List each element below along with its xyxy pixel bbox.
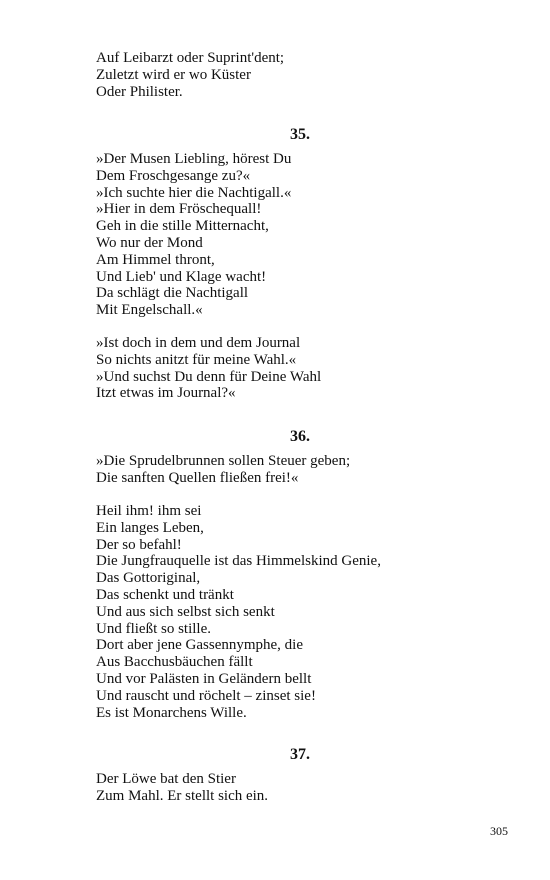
intro-stanza xyxy=(96,50,516,100)
stanza xyxy=(96,453,516,487)
stanza xyxy=(96,503,516,721)
stanza xyxy=(96,771,516,805)
poem-line: »Und suchst Du denn für Deine Wahl xyxy=(96,368,322,385)
stanza xyxy=(96,151,516,319)
poem-line: Oder Philister. xyxy=(96,83,183,100)
page-number: 305 xyxy=(490,824,508,838)
poem-line: Und Lieb' und Klage wacht! xyxy=(96,268,267,285)
poem-line: Auf Leibarzt oder Suprint'dent; xyxy=(96,50,285,66)
poem-line: Geh in die stille Mitternacht, xyxy=(96,218,269,235)
poem-line: »Die Sprudelbrunnen sollen Steuer geben; xyxy=(96,453,351,469)
poem-line: »Hier in dem Fröschequall! xyxy=(96,201,262,218)
poem-line: Am Himmel thront, xyxy=(96,251,215,268)
poem-line: Und fließt so stille. xyxy=(96,620,211,637)
poem-line: »Ich suchte hier die Nachtigall.« xyxy=(96,184,292,201)
poem-line: Die Jungfrauquelle ist das Himmelskind Genie, xyxy=(96,553,381,570)
poem-line: Itzt etwas im Journal?« xyxy=(96,385,236,402)
section-heading: 37. xyxy=(290,746,310,763)
poem-line: Es ist Monarchens Wille. xyxy=(96,704,247,721)
poem-line: Da schlägt die Nachtigall xyxy=(96,285,249,302)
poem-line: Ein langes Leben, xyxy=(96,519,204,536)
poem-line: Und vor Palästen in Geländern bellt xyxy=(96,670,312,687)
poem-line: Das Gottoriginal, xyxy=(96,570,201,587)
poem-line: Zum Mahl. Er stellt sich ein. xyxy=(96,787,269,804)
poem-line: Dort aber jene Gassennymphe, die xyxy=(96,637,304,654)
section-heading: 36. xyxy=(290,428,310,445)
poem-line: Der so befahl! xyxy=(96,536,182,553)
poem-line: Mit Engelschall.« xyxy=(96,302,203,319)
poem-line: Wo nur der Mond xyxy=(96,234,203,251)
poem-line: Zuletzt wird er wo Küster xyxy=(96,66,251,83)
poem-line: Das schenkt und tränkt xyxy=(96,586,234,603)
poem-line: Und aus sich selbst sich senkt xyxy=(96,603,275,620)
poem-line: Der Löwe bat den Stier xyxy=(96,771,236,787)
poem-line: Aus Bacchusbäuchen fällt xyxy=(96,654,253,671)
poem-line: Heil ihm! ihm sei xyxy=(96,503,202,519)
section-heading: 35. xyxy=(290,126,310,143)
poem-line: »Der Musen Liebling, hörest Du xyxy=(96,151,292,167)
poem-line: Dem Froschgesange zu?« xyxy=(96,167,251,184)
poem-line: So nichts anitzt für meine Wahl.« xyxy=(96,351,297,368)
poem-line: Die sanften Quellen fließen frei!« xyxy=(96,469,299,486)
poem-line: »Ist doch in dem und dem Journal xyxy=(96,335,301,351)
poem-line: Und rauscht und röchelt – zinset sie! xyxy=(96,687,316,704)
stanza xyxy=(96,335,516,402)
